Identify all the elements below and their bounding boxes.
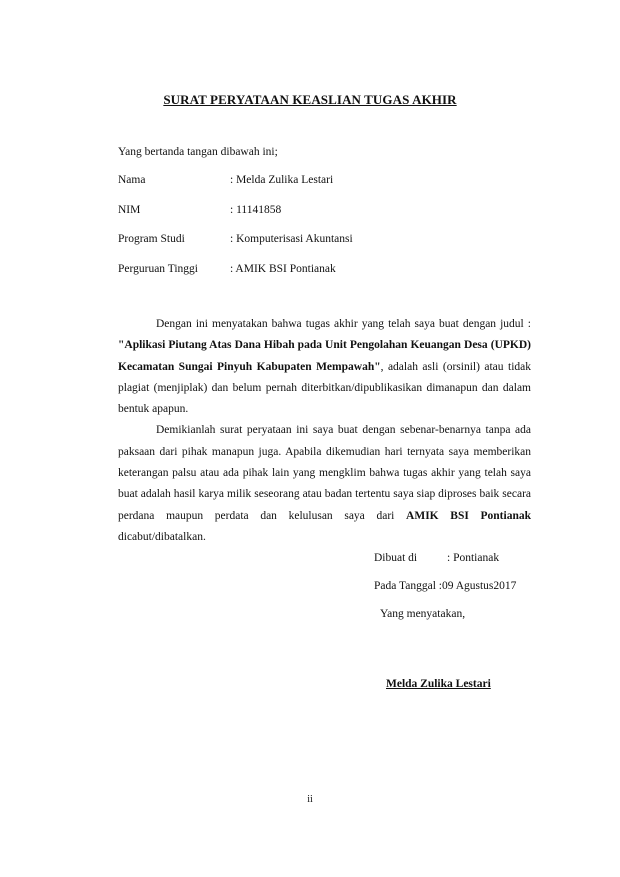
statement-paragraph-2	[118, 420, 531, 548]
institution-name: AMIK BSI Pontianak	[406, 509, 531, 522]
document-title: SURAT PERYATAAN KEASLIAN TUGAS AKHIR	[163, 92, 457, 107]
intro-text: Yang bertanda tangan dibawah ini;	[118, 146, 278, 158]
field-label: Program Studi	[118, 233, 185, 245]
page-number: ii	[307, 794, 313, 805]
paragraph-text: , adalah asli (orsinil) atau tidak plagiat (menjiplak) dan belum pernah diterbitkan/dipublikasikan dimanapun dan dalam bentuk apapun.	[118, 360, 531, 416]
field-value: : Melda Zulika Lestari	[230, 174, 334, 186]
signature-place	[374, 552, 500, 564]
field-label: Perguruan Tinggi	[118, 263, 198, 275]
field-value: : Komputerisasi Akuntansi	[230, 233, 353, 245]
signatory-name: Melda Zulika Lestari	[386, 678, 491, 690]
field-label: NIM	[118, 204, 141, 216]
field-label: Nama	[118, 174, 146, 186]
field-value: : 11141858	[230, 204, 282, 216]
paragraph-text: Dengan ini menyatakan bahwa tugas akhir yang telah saya buat dengan judul :	[156, 318, 531, 330]
signature-date: Pada Tanggal :09 Agustus2017	[374, 580, 517, 592]
place-label: Dibuat di	[374, 552, 418, 564]
place-value: : Pontianak	[447, 552, 500, 564]
signature-statement: Yang menyatakan,	[380, 608, 466, 620]
thesis-title: "Aplikasi Piutang Atas Dana Hibah pada Unit Pengolahan Keuangan Desa (UPKD) Kecamatan Sungai Pinyuh Kabupaten Mempawah"	[118, 339, 531, 373]
field-value: : AMIK BSI Pontianak	[230, 263, 336, 275]
paragraph-text: dicabut/dibatalkan.	[118, 530, 206, 543]
statement-body	[118, 314, 531, 548]
statement-paragraph-1	[118, 314, 531, 420]
paragraph-text: Demikianlah surat peryataan ini saya buat dengan sebenar-benarnya tanpa ada paksaan dari pihak manapun juga. Apabila dikemudian hari ternyata saya memberikan keterangan palsu atau ada pihak lain yang mengklim bahwa tugas akhir yang telah saya buat adalah hasil karya milik seseorang atau badan tertentu saya siap diproses baik secara perdana maupun perdata dan kelulusan saya dari	[118, 424, 531, 522]
